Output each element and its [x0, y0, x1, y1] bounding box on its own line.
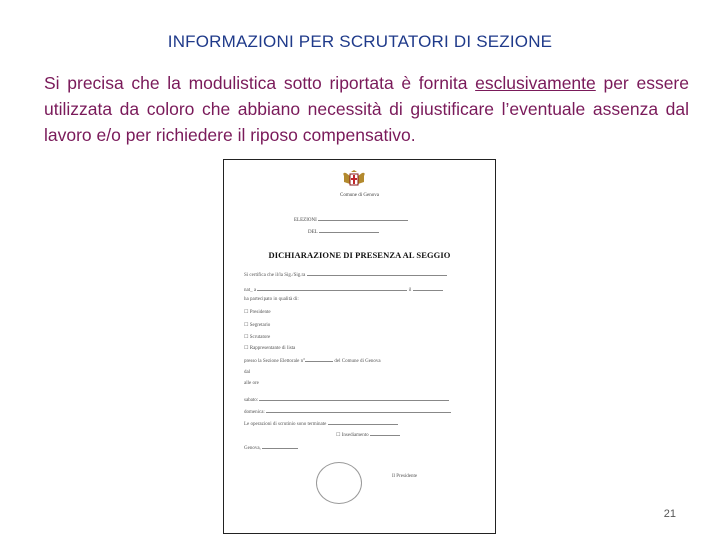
form-checkbox-insediamento: ☐ Insediamento	[336, 431, 400, 438]
form-checkbox-segretario: ☐ Segretario	[244, 323, 271, 328]
form-heading: DICHIARAZIONE DI PRESENZA AL SEGGIO	[268, 250, 451, 260]
municipality-label: Comune di Genova	[340, 193, 379, 198]
form-checkbox-rappresentante: ☐ Rappresentante di lista	[244, 346, 296, 351]
del-field: DEL	[308, 228, 379, 235]
form-checkbox-scrutatore: ☐ Scrutatore	[244, 335, 271, 340]
form-document-image	[223, 159, 496, 534]
form-field-scrutinio: Le operazioni di scrutinio sono terminate	[244, 420, 398, 427]
form-field-nato: nat_ a il	[244, 286, 443, 293]
info-paragraph	[44, 70, 689, 148]
stamp-circle	[316, 462, 362, 504]
form-field-sezione: presso la Sezione Elettorale n° del Comune di Genova	[244, 359, 381, 364]
form-field-al: alle ore	[244, 381, 259, 386]
coat-of-arms-icon	[340, 170, 368, 190]
page-number: 21	[663, 508, 676, 520]
paragraph-underlined: esclusivamente	[475, 73, 596, 93]
form-field-sabato: sabato:	[244, 396, 449, 403]
form-field-dal: dal	[244, 370, 251, 375]
form-field-domenica: domenica:	[244, 408, 451, 415]
elezioni-field: ELEZIONI	[294, 216, 408, 223]
paragraph-text-2: per essere utilizzata da coloro che abbiano necessità di giustificare l’eventuale assenza dal lavoro e/o per richiedere il riposo compensativo.	[44, 73, 689, 145]
form-field-certifica: Si certifica che il/la Sig./Sig.ra	[244, 271, 447, 278]
form-field-partecipato: ha partecipato in qualità di:	[244, 297, 299, 302]
slide-title: INFORMAZIONI PER SCRUTATORI DI SEZIONE	[167, 32, 553, 51]
paragraph-text-1: Si precisa che la modulistica sotto riportata è fornita	[44, 73, 476, 93]
form-field-genova-date: Genova,	[244, 444, 298, 451]
form-checkbox-presidente: ☐ Presidente	[244, 310, 271, 315]
form-signature-presidente: Il Presidente	[392, 474, 418, 479]
